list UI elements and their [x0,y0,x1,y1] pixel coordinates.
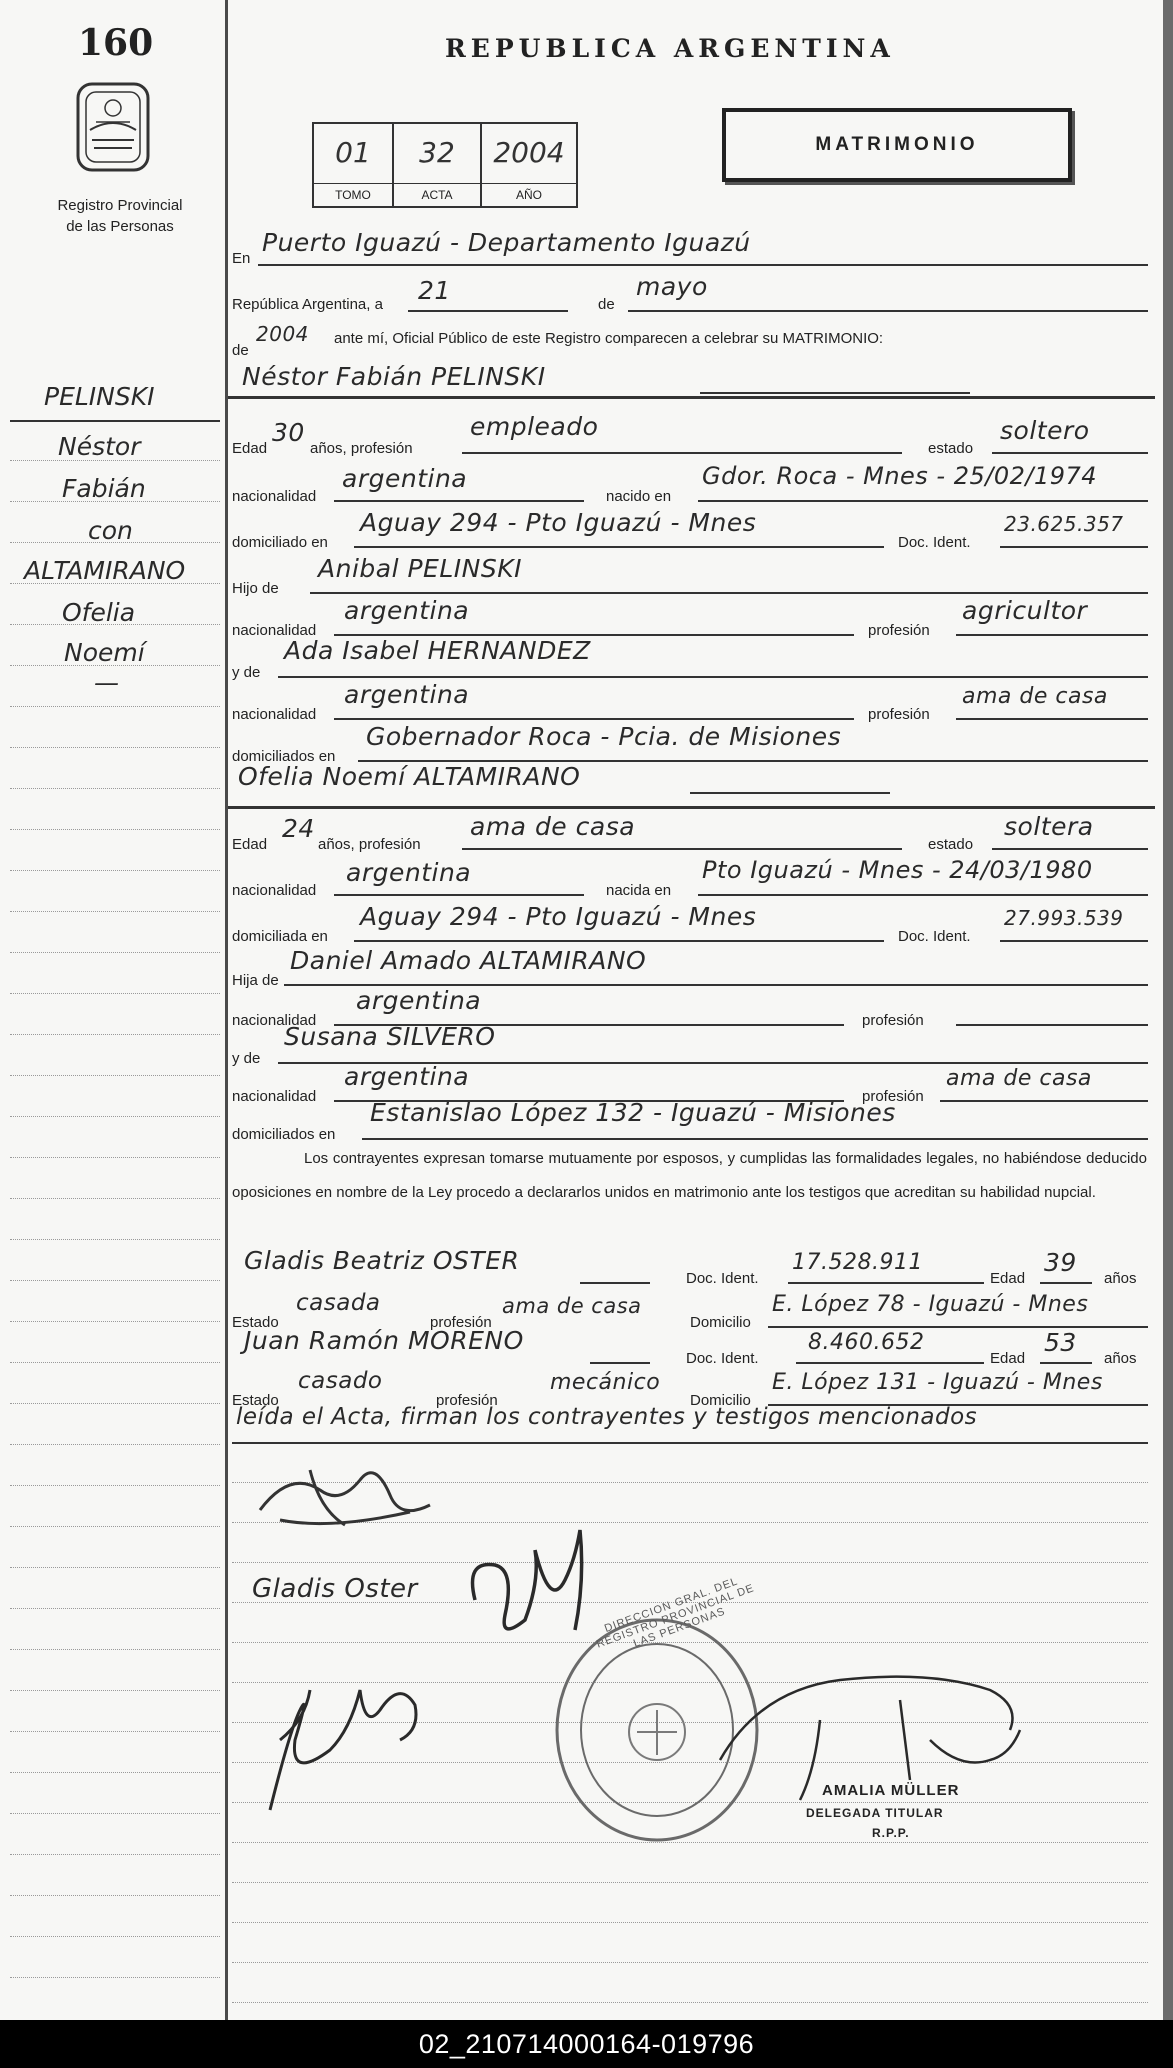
groom-estado-underline [992,452,1148,454]
margin-note-surname: PELINSKI [44,382,155,411]
witness1-dom-underline [768,1326,1148,1328]
witness1-doc-label: Doc. Ident. [686,1270,759,1287]
groom-yde-label: y de [232,664,261,681]
provincial-seal-icon [72,78,154,176]
groom-profesion: empleado [470,412,599,441]
bride-madre-nac-label: nacionalidad [232,1088,317,1105]
margin-ruling-line [10,1444,220,1445]
witness2-dom-label: Domicilio [690,1392,751,1409]
witness2-edad-label: Edad [990,1350,1026,1367]
bride-padres-dom-underline [362,1138,1148,1140]
groom-section-rule [228,396,1155,399]
witness1-doc-underline [788,1282,984,1284]
groom-domicilio: Aguay 294 - Pto Iguazú - Mnes [360,508,757,537]
witness2-doc-underline [796,1362,984,1364]
groom-dom-underline [354,546,884,548]
document-type-box: MATRIMONIO [722,108,1072,182]
anio-box [480,122,578,208]
page-edge [1163,0,1173,2020]
groom-padres-dom: Gobernador Roca - Pcia. de Misiones [366,722,842,751]
groom-nacido-underline [698,500,1148,502]
witness2-estado: casado [298,1368,383,1394]
witness2-doc: 8.460.652 [808,1330,925,1355]
anio-value: 2004 [493,136,565,169]
groom-name: Néstor Fabián PELINSKI [242,362,546,391]
bride-padre-nac-label: nacionalidad [232,1012,317,1029]
margin-ruling-line [10,1362,220,1363]
groom-padre-prof: agricultor [962,596,1088,625]
margin-ruling-line [10,1731,220,1732]
declaration-text: Los contrayentes expresan tomarse mutuamente por esposos, y cumplidas las formalidades legales, no habiéndose deducido oposiciones en nombre de la Ley procedo a declararlos unidos en matrimonio ante los testigos que acreditan su habilidad nupcial. [232,1150,1147,1201]
bride-prof-label: años, profesión [318,836,421,853]
page-number: 160 [78,22,154,64]
margin-ruling-line [10,1034,220,1035]
witness1-dom-label: Domicilio [690,1314,751,1331]
margin-ruling-line [10,1321,220,1322]
margin-ruling-line [10,747,220,748]
groom-madre-nac-label: nacionalidad [232,706,317,723]
margin-ruling-line [10,1854,220,1855]
margin-note-line: con [88,516,133,545]
margin-ruling-line [10,870,220,871]
groom-padre-underline [310,592,1148,594]
margin-note-line: — [94,668,119,697]
groom-madre: Ada Isabel HERNANDEZ [284,636,591,665]
witness2-prof-label: profesión [436,1392,498,1409]
margin-ruling-line [10,1075,220,1076]
witness2-domicilio: E. López 131 - Iguazú - Mnes [772,1370,1103,1395]
margin-ruling-line [10,1608,220,1609]
bride-nacida-underline [698,894,1148,896]
registry-line-1: Registro Provincial [57,197,183,214]
witness2-edad: 53 [1044,1328,1077,1357]
margin-ruling-line [10,1895,220,1896]
bride-doc-underline [1000,940,1148,942]
tomo-label: TOMO [314,183,392,206]
groom-hijo-label: Hijo de [232,580,279,597]
margin-ruling-line [10,1567,220,1568]
margin-note-line: Noemí [64,638,145,667]
margin-ruling-line [10,1690,220,1691]
bride-nacida: Pto Iguazú - Mnes - 24/03/1980 [702,856,1093,884]
witness1-prof-label: profesión [430,1314,492,1331]
registry-line-2: de las Personas [66,218,174,235]
day-value: 21 [418,276,451,305]
witness1-estado: casada [296,1290,381,1316]
margin-note-line: ALTAMIRANO [24,556,186,585]
margin-ruling-line [10,1239,220,1240]
witness1-signature: Gladis Oster [252,1574,418,1604]
witness1-edad-underline [1040,1282,1092,1284]
bride-dom-label: domiciliada en [232,928,328,945]
bride-edad: 24 [282,814,315,843]
groom-madre-prof-label: profesión [868,706,930,723]
stamp-text: DIRECCION GRAL. DEL REGISTRO PROVINCIAL DE LAS PERSONAS [594,1575,756,1651]
republica-label: República Argentina, a [232,296,383,313]
scan-id-footer: 02_210714000164-019796 [0,2020,1173,2068]
bride-doc-label: Doc. Ident. [898,928,971,945]
groom-padre-prof-label: profesión [868,622,930,639]
bride-estado-label: estado [928,836,974,853]
witness1-profesion: ama de casa [502,1294,642,1318]
bride-yde-label: y de [232,1050,261,1067]
witness2-doc-label: Doc. Ident. [686,1350,759,1367]
signature-ruling-line [232,1962,1148,1963]
groom-doc-label: Doc. Ident. [898,534,971,551]
bride-padres-dom: Estanislao López 132 - Iguazú - Misiones [370,1098,896,1127]
year-value: 2004 [256,322,309,346]
signature-ruling-line [232,1562,1148,1563]
witness1-anos-label: años [1104,1270,1137,1287]
witness2-estado-label: Estado [232,1392,279,1409]
witness1-doc: 17.528.911 [792,1250,923,1275]
acta-label: ACTA [394,183,480,206]
margin-ruling-line [10,1280,220,1281]
groom-signature [250,1450,450,1550]
month-value: mayo [636,272,708,301]
margin-ruling-line [10,993,220,994]
bride-madre-prof-underline [940,1100,1148,1102]
bride-nac-label: nacionalidad [232,882,317,899]
place-value: Puerto Iguazú - Departamento Iguazú [262,228,751,257]
bride-hija-label: Hija de [232,972,279,989]
bride-padre: Daniel Amado ALTAMIRANO [290,946,647,975]
bride-estado-underline [992,848,1148,850]
witness2-profesion: mecánico [550,1370,661,1395]
groom-padre-prof-underline [956,634,1148,636]
bride-profesion: ama de casa [470,812,636,841]
margin-ruling-line [10,829,220,830]
groom-estado: soltero [1000,416,1090,445]
witness2-name-underline [590,1362,650,1364]
margin-note-line: Ofelia [62,598,136,627]
bride-nacida-label: nacida en [606,882,672,899]
bride-doms-label: domiciliados en [232,1126,336,1143]
groom-prof-label: años, profesión [310,440,413,457]
groom-estado-label: estado [928,440,974,457]
groom-edad: 30 [272,418,305,447]
witness1-estado-label: Estado [232,1314,279,1331]
bride-padre-prof-underline [956,1024,1148,1026]
bride-madre-prof-label: profesión [862,1088,924,1105]
bride-estado: soltera [1004,812,1094,841]
groom-doc-underline [1000,546,1148,548]
margin-note-rule [10,420,220,422]
witness1-name: Gladis Beatriz OSTER [244,1246,520,1275]
groom-padre: Anibal PELINSKI [318,554,522,583]
bride-madre-prof: ama de casa [946,1066,1092,1091]
bride-dom-underline [354,940,884,942]
tomo-value: 01 [335,136,371,169]
acta-box [392,122,482,208]
margin-ruling-line [10,911,220,912]
day-underline [408,310,568,312]
margin-ruling-line [10,1403,220,1404]
bride-edad-label: Edad [232,836,268,853]
registry-label [40,195,200,237]
margin-ruling-line [10,1649,220,1650]
bride-nac-underline [334,894,584,896]
groom-doms-label: domiciliados en [232,748,336,765]
groom-doc: 23.625.357 [1004,512,1124,536]
margin-ruling-line [10,952,220,953]
witness1-edad: 39 [1044,1248,1077,1277]
witness1-name-underline [580,1282,650,1284]
groom-prof-underline [462,452,902,454]
groom-nacionalidad: argentina [342,464,468,493]
bride-name: Ofelia Noemí ALTAMIRANO [238,762,581,791]
groom-nacido-label: nacido en [606,488,672,505]
de-label: de [598,296,615,313]
page-title: REPUBLICA ARGENTINA [445,34,895,63]
bride-padre-prof-label: profesión [862,1012,924,1029]
closing-underline [232,1442,1148,1444]
margin-ruling-line [10,1977,220,1978]
statement-text: ante mí, Oficial Público de este Registro comparecen a celebrar su MATRIMONIO: [334,330,884,347]
margin-ruling-line [10,1485,220,1486]
groom-dom-label: domiciliado en [232,534,328,551]
month-underline [628,310,1148,312]
groom-nacido: Gdor. Roca - Mnes - 25/02/1974 [702,462,1098,490]
margin-ruling-line [10,788,220,789]
witness1-edad-label: Edad [990,1270,1026,1287]
groom-madre-prof: ama de casa [962,684,1108,709]
groom-madre-nac-underline [334,718,854,720]
groom-padre-nac-label: nacionalidad [232,622,317,639]
margin-ruling-line [10,706,220,707]
witness2-edad-underline [1040,1362,1092,1364]
bride-domicilio: Aguay 294 - Pto Iguazú - Mnes [360,902,757,931]
margin-ruling-line [10,1936,220,1937]
tomo-box [312,122,394,208]
signature-ruling-line [232,1922,1148,1923]
margin-column-rule [225,0,228,2020]
witness2-anos-label: años [1104,1350,1137,1367]
en-label: En [232,250,251,267]
anio-label: AÑO [482,183,576,206]
bride-doc: 27.993.539 [1004,906,1124,930]
groom-nac-label: nacionalidad [232,488,317,505]
year-prefix: de [232,342,249,359]
bride-madre-nac: argentina [344,1062,470,1091]
bride-name-underline [690,792,890,794]
bride-padre-nac: argentina [356,986,482,1015]
witness2-name: Juan Ramón MORENO [244,1326,524,1355]
margin-ruling-line [10,1198,220,1199]
bride-section-rule [228,806,1155,809]
margin-note-line: Néstor [58,432,141,461]
acta-value: 32 [419,136,455,169]
witness2-signature [250,1650,450,1820]
bride-madre: Susana SILVERO [284,1022,496,1051]
signature-ruling-line [232,1882,1148,1883]
place-underline [258,264,1148,266]
margin-ruling-line [10,1157,220,1158]
groom-madre-nac: argentina [344,680,470,709]
margin-ruling-line [10,1813,220,1814]
official-stamp-role: DELEGADA TITULAR [806,1806,944,1820]
margin-ruling-line [10,1116,220,1117]
closing-text: leída el Acta, firman los contrayentes y testigos mencionados [236,1404,978,1430]
groom-madre-underline [278,676,1148,678]
signature-ruling-line [232,2002,1148,2003]
groom-madre-prof-underline [956,718,1148,720]
bride-prof-underline [462,848,902,850]
official-stamp-name: AMALIA MÜLLER [822,1782,960,1799]
groom-nac-underline [334,500,584,502]
groom-padre-nac: argentina [344,596,470,625]
margin-note-line: Fabián [62,474,146,503]
official-stamp-office: R.P.P. [872,1826,910,1840]
witness1-domicilio: E. López 78 - Iguazú - Mnes [772,1292,1089,1317]
margin-ruling-line [10,1526,220,1527]
groom-edad-label: Edad [232,440,268,457]
groom-name-underline [700,392,970,394]
margin-ruling-line [10,1772,220,1773]
bride-nacionalidad: argentina [346,858,472,887]
